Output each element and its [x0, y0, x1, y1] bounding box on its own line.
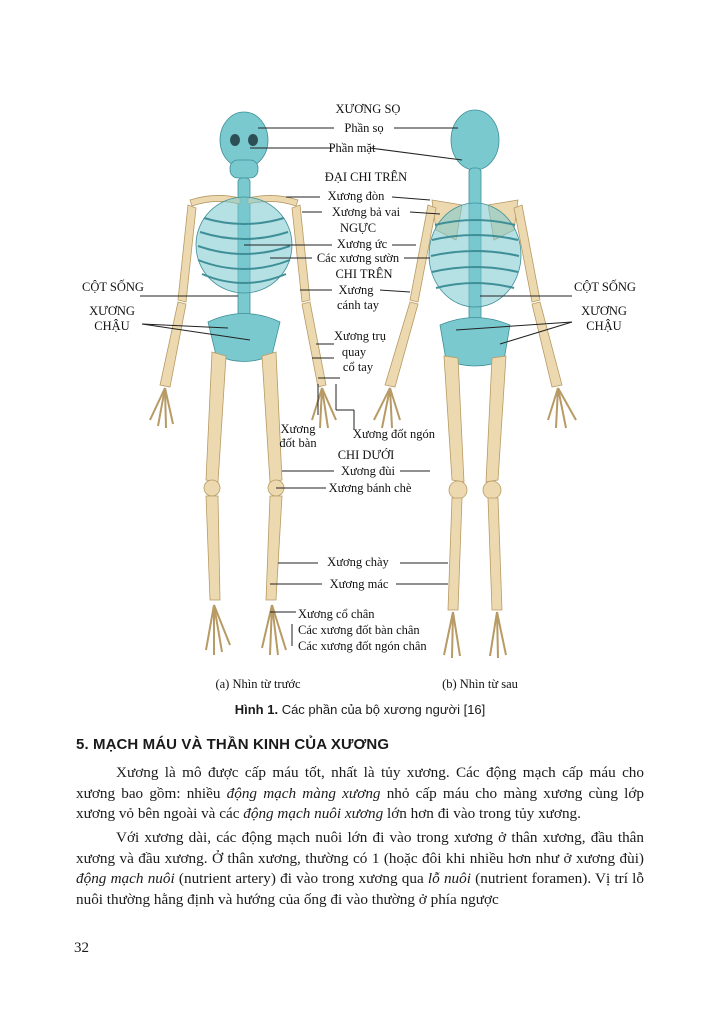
front-femur	[206, 352, 226, 482]
label-pelvis-left-1: XƯƠNG	[89, 304, 135, 318]
label-upper-girdle-title: ĐẠI CHI TRÊN	[324, 170, 408, 184]
label-tibia: Xương chày	[327, 555, 389, 569]
label-humerus-1: Xương	[338, 283, 374, 297]
back-skeleton	[374, 110, 576, 658]
p2-text-3: (nutrient foramen). Vị trí lỗ nuôi thường hằng định và hướng của ống đi vào thường ở phía ngược	[76, 870, 644, 908]
front-femur	[262, 352, 282, 482]
p2-text-1: Với xương dài, các động mạch nuôi lớn đi vào trong xương ở thân xương, đầu thân xương và đầu xương. Ở thân xương, thường có 1 (hoặc đôi khi nhiều hơn như ở xương đùi)	[76, 829, 644, 867]
back-skull	[451, 110, 499, 170]
front-tibia	[206, 496, 220, 600]
label-view-front: (a) Nhìn từ trước	[215, 677, 301, 691]
p2-term-nutrient-artery: động mạch nuôi	[76, 870, 175, 887]
paragraph-blood-supply	[76, 763, 644, 825]
label-spine-left: CỘT SỐNG	[82, 280, 144, 294]
p2-text-2: (nutrient artery) đi vào trong xương qua	[174, 870, 428, 887]
back-femur	[444, 356, 464, 482]
label-hand-phalanges: Xương đốt ngón	[352, 427, 436, 441]
label-clavicle: Xương đòn	[327, 189, 385, 203]
back-hand	[374, 388, 576, 428]
label-pelvis-left-2: CHẬU	[94, 319, 130, 333]
front-jaw	[230, 160, 258, 178]
label-spine-right: CỘT SỐNG	[574, 280, 636, 294]
p1-term-periosteal-arteries: động mạch màng xương	[226, 784, 381, 802]
p1-text-2: nhỏ cấp máu cho màng xương cùng lớp xương vỏ bên ngoài và các	[76, 784, 645, 822]
label-cranium: Phần sọ	[344, 121, 384, 135]
back-forearm	[385, 302, 418, 387]
back-tibia	[488, 498, 502, 610]
label-metacarpals-1: Xương	[280, 422, 316, 436]
label-tarsals: Xương cổ chân	[298, 607, 375, 621]
back-knee	[483, 481, 501, 499]
back-tibia	[448, 498, 462, 610]
label-carpals: cổ tay	[342, 360, 374, 374]
section-heading: 5. MẠCH MÁU VÀ THẦN KINH CỦA XƯƠNG	[76, 736, 390, 753]
paragraph-long-bones	[76, 828, 644, 910]
label-sternum: Xương ức	[336, 237, 388, 251]
label-pelvis-right-2: CHẬU	[586, 319, 622, 333]
label-skull-title: XƯƠNG SỌ	[335, 102, 401, 116]
back-knee	[449, 481, 467, 499]
label-patella: Xương bánh chè	[328, 481, 412, 495]
p2-term-nutrient-foramen: lỗ nuôi	[427, 870, 471, 887]
front-humerus	[292, 205, 310, 302]
label-scapula: Xương bả vai	[331, 205, 401, 219]
label-radius: quay	[341, 345, 367, 359]
front-eye-socket	[230, 134, 240, 146]
back-foot	[444, 612, 506, 658]
p1-text-3: lớn hơn đi vào trong tủy xương.	[383, 805, 581, 822]
front-skeleton	[150, 112, 336, 655]
label-fibula: Xương mác	[329, 577, 389, 591]
p1-term-nutrient-arteries: động mạch nuôi xương	[243, 805, 384, 822]
back-femur	[486, 356, 506, 482]
caption-label: Hình 1.	[234, 702, 279, 717]
front-patella	[204, 480, 220, 496]
label-metacarpals-2: đốt bàn	[279, 436, 317, 450]
label-thorax-title: NGỰC	[339, 221, 377, 235]
label-ribs: Các xương sườn	[316, 251, 400, 265]
front-eye-socket	[248, 134, 258, 146]
label-view-back: (b) Nhìn từ sau	[442, 677, 518, 691]
front-forearm	[160, 302, 186, 387]
label-foot-phalanges: Các xương đốt ngón chân	[298, 639, 427, 653]
front-humerus	[178, 205, 196, 302]
page-number: 32	[74, 940, 89, 956]
label-pelvis-right-1: XƯƠNG	[581, 304, 627, 318]
caption-text: Các phần của bộ xương người [16]	[278, 702, 486, 717]
label-femur: Xương đùi	[340, 464, 396, 478]
label-lower-limb-title: CHI DƯỚI	[337, 448, 395, 462]
label-metatarsals: Các xương đốt bàn chân	[298, 623, 420, 637]
figure-caption	[0, 702, 720, 717]
label-humerus-2: cánh tay	[337, 298, 379, 312]
p1-text-1: Xương là mô được cấp máu tốt, nhất là tủy xương. Các động mạch cấp máu cho xương bao gồm: nhiều	[76, 764, 644, 802]
back-ribcage	[429, 203, 521, 307]
label-face: Phần mặt	[328, 141, 376, 155]
back-forearm	[532, 302, 562, 387]
label-ulna: Xương trụ	[334, 329, 386, 343]
label-upper-limb-title: CHI TRÊN	[335, 267, 393, 281]
